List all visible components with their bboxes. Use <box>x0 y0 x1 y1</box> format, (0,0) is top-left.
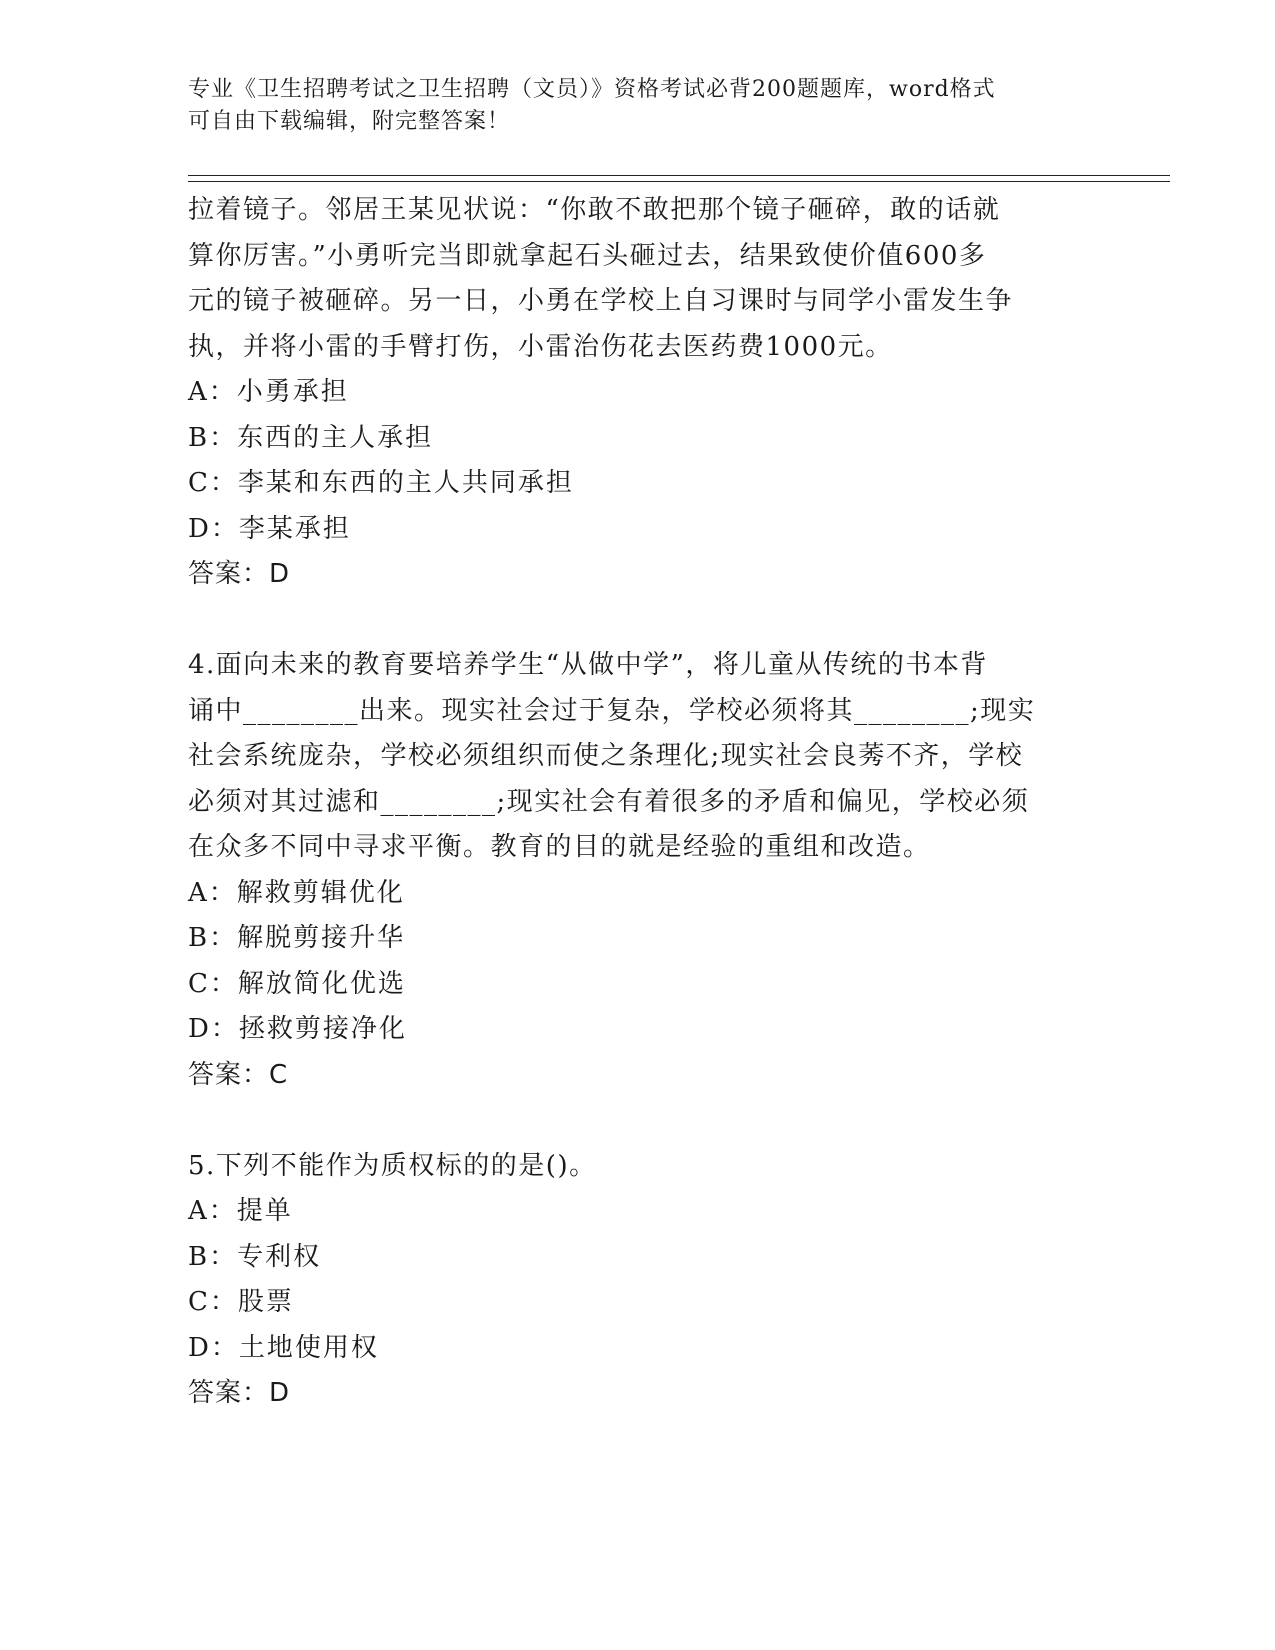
option-d: D：拯救剪接净化 <box>188 1014 407 1044</box>
option-a: A：提单 <box>188 1196 293 1226</box>
question-text-line: 5.下列不能作为质权标的的是()。 <box>188 1150 597 1181</box>
document-header <box>188 74 1088 138</box>
option-b: B：东西的主人承担 <box>188 422 434 453</box>
option-d: D：土地使用权 <box>188 1332 379 1363</box>
header-title-line-1: 专业《卫生招聘考试之卫生招聘（文员）》资格考试必背200题题库，word格式 <box>188 77 996 102</box>
question-3 <box>188 188 1088 598</box>
question-text-line: 社会系统庞杂，学校必须组织而使之条理化;现实社会良莠不齐，学校 <box>188 741 1024 771</box>
answer-line: 答案：D <box>188 559 291 589</box>
question-text-line: 拉着镜子。邻居王某见状说：“你敢不敢把那个镜子砸碎，敢的话就 <box>188 195 1001 225</box>
question-spacer <box>188 598 1088 644</box>
question-text-line: 4.面向未来的教育要培养学生“从做中学”，将儿童从传统的书本背 <box>188 650 988 680</box>
option-d: D：李某承担 <box>188 513 351 544</box>
answer-line: 答案：C <box>188 1059 289 1090</box>
question-4 <box>188 643 1088 1098</box>
header-divider-top <box>188 175 1170 176</box>
option-c: C：李某和东西的主人共同承担 <box>188 468 574 498</box>
answer-line: 答案：D <box>188 1378 291 1408</box>
header-title-line-2: 可自由下载编辑，附完整答案！ <box>188 109 511 134</box>
question-text-line: 元的镜子被砸碎。另一日，小勇在学校上自习课时与同学小雷发生争 <box>188 286 1014 316</box>
question-5 <box>188 1144 1088 1417</box>
document-body <box>188 188 1088 1417</box>
question-text-line: 执，并将小雷的手臂打伤，小雷治伤花去医药费1000元。 <box>188 331 893 362</box>
header-divider-bottom <box>188 181 1170 182</box>
question-spacer <box>188 1098 1088 1144</box>
option-c: C：解放简化优选 <box>188 968 406 999</box>
option-c: C：股票 <box>188 1287 294 1317</box>
question-text-line: 算你厉害。”小勇听完当即就拿起石头砸过去，结果致使价值600多 <box>188 240 987 271</box>
option-a: A：小勇承担 <box>188 377 349 407</box>
option-b: B：解脱剪接升华 <box>188 923 406 953</box>
option-a: A：解救剪辑优化 <box>188 877 405 908</box>
question-text-line: 诵中________出来。现实社会过于复杂，学校必须将其________;现实 <box>188 695 1036 726</box>
question-text-line: 必须对其过滤和________;现实社会有着很多的矛盾和偏见，学校必须 <box>188 786 1030 817</box>
option-b: B：专利权 <box>188 1241 322 1272</box>
question-text-line: 在众多不同中寻求平衡。教育的目的就是经验的重组和改造。 <box>188 832 931 862</box>
